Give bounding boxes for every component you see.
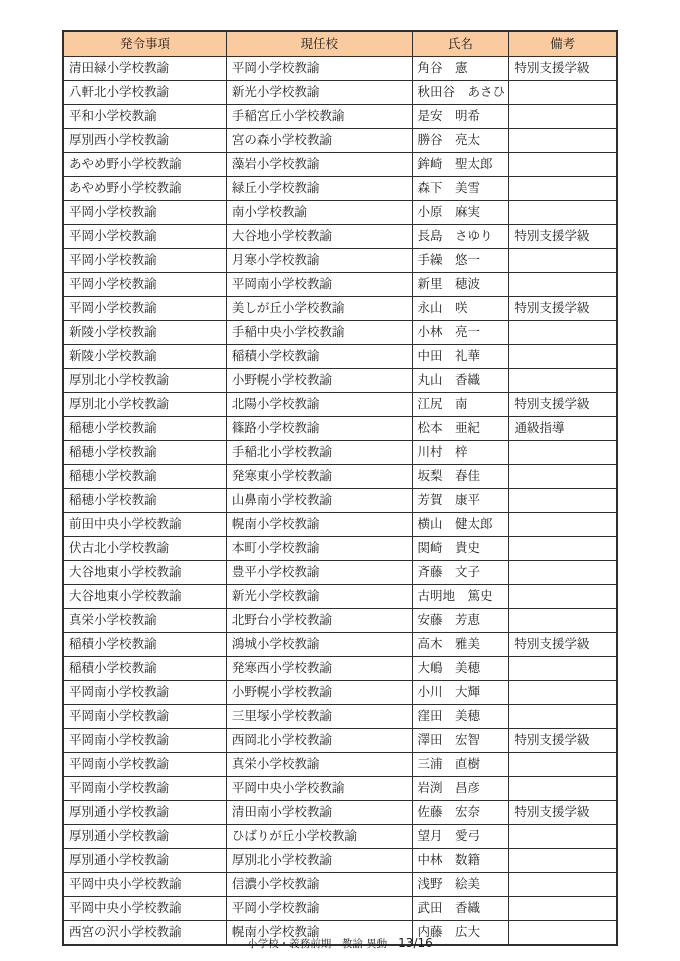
current-school-cell: 大谷地小学校教諭 (226, 225, 412, 249)
current-school-cell: 西岡北小学校教諭 (226, 729, 412, 753)
name-cell: 新里 穂波 (412, 273, 509, 297)
name-cell: 芳賀 康平 (412, 489, 509, 513)
table-row (63, 273, 617, 297)
current-school-cell: 北陽小学校教諭 (226, 393, 412, 417)
table-row (63, 609, 617, 633)
remarks-cell (509, 465, 617, 489)
name-cell: 窪田 美穂 (412, 705, 509, 729)
remarks-cell (509, 273, 617, 297)
remarks-cell (509, 201, 617, 225)
appointment-cell: 平岡南小学校教諭 (63, 753, 226, 777)
name-cell: 関崎 貴史 (412, 537, 509, 561)
remarks-cell (509, 345, 617, 369)
name-cell: 三浦 直樹 (412, 753, 509, 777)
appointment-cell: あやめ野小学校教諭 (63, 153, 226, 177)
remarks-cell (509, 81, 617, 105)
name-cell: 手繰 悠一 (412, 249, 509, 273)
appointment-cell: 八軒北小学校教諭 (63, 81, 226, 105)
name-cell: 武田 香織 (412, 897, 509, 921)
table-row (63, 201, 617, 225)
current-school-cell: 本町小学校教諭 (226, 537, 412, 561)
appointment-cell: 平和小学校教諭 (63, 105, 226, 129)
appointment-cell: 平岡小学校教諭 (63, 273, 226, 297)
appointment-cell: 稲積小学校教諭 (63, 633, 226, 657)
current-school-cell: 発寒東小学校教諭 (226, 465, 412, 489)
current-school-cell: 厚別北小学校教諭 (226, 849, 412, 873)
remarks-cell (509, 849, 617, 873)
name-cell: 古明地 篤史 (412, 585, 509, 609)
table-row (63, 417, 617, 441)
table-row (63, 633, 617, 657)
column-header: 発令事項 (63, 31, 226, 57)
name-cell: 是安 明希 (412, 105, 509, 129)
remarks-cell (509, 153, 617, 177)
name-cell: 岩渕 昌彦 (412, 777, 509, 801)
name-cell: 中田 礼華 (412, 345, 509, 369)
table-row (63, 81, 617, 105)
appointment-cell: 厚別通小学校教諭 (63, 849, 226, 873)
appointment-cell: 新陵小学校教諭 (63, 321, 226, 345)
current-school-cell: 美しが丘小学校教諭 (226, 297, 412, 321)
appointment-cell: 平岡小学校教諭 (63, 249, 226, 273)
current-school-cell: 平岡小学校教諭 (226, 57, 412, 81)
appointment-cell: 稲穂小学校教諭 (63, 489, 226, 513)
appointment-cell: 平岡中央小学校教諭 (63, 897, 226, 921)
name-cell: 望月 愛弓 (412, 825, 509, 849)
table-row (63, 681, 617, 705)
table-row (63, 249, 617, 273)
current-school-cell: 篠路小学校教諭 (226, 417, 412, 441)
remarks-cell (509, 825, 617, 849)
remarks-cell: 特別支援学級 (509, 297, 617, 321)
table-row (63, 225, 617, 249)
appointment-cell: 平岡小学校教諭 (63, 225, 226, 249)
footer-label: 小学校・義務前期 教諭 異動 (247, 938, 388, 950)
current-school-cell: 山鼻南小学校教諭 (226, 489, 412, 513)
current-school-cell: 平岡小学校教諭 (226, 897, 412, 921)
appointment-cell: 清田緑小学校教諭 (63, 57, 226, 81)
table-row (63, 369, 617, 393)
current-school-cell: 小野幌小学校教諭 (226, 369, 412, 393)
table-row (63, 513, 617, 537)
current-school-cell: 清田南小学校教諭 (226, 801, 412, 825)
current-school-cell: 鴻城小学校教諭 (226, 633, 412, 657)
remarks-cell (509, 657, 617, 681)
current-school-cell: 発寒西小学校教諭 (226, 657, 412, 681)
name-cell: 高木 雅美 (412, 633, 509, 657)
table-row (63, 153, 617, 177)
table-row (63, 657, 617, 681)
remarks-cell: 通級指導 (509, 417, 617, 441)
remarks-cell (509, 369, 617, 393)
appointment-cell: 平岡小学校教諭 (63, 201, 226, 225)
table-row (63, 489, 617, 513)
table-row (63, 441, 617, 465)
table-row (63, 729, 617, 753)
remarks-cell (509, 705, 617, 729)
appointment-cell: 稲穂小学校教諭 (63, 441, 226, 465)
appointment-cell: 厚別通小学校教諭 (63, 825, 226, 849)
table-row (63, 393, 617, 417)
current-school-cell: 月寒小学校教諭 (226, 249, 412, 273)
name-cell: 坂梨 春佳 (412, 465, 509, 489)
table-row (63, 801, 617, 825)
name-cell: 小川 大輝 (412, 681, 509, 705)
table-row (63, 321, 617, 345)
remarks-cell: 特別支援学級 (509, 225, 617, 249)
current-school-cell: 真栄小学校教諭 (226, 753, 412, 777)
appointment-cell: 平岡中央小学校教諭 (63, 873, 226, 897)
name-cell: 森下 美雪 (412, 177, 509, 201)
name-cell: 大嶋 美穂 (412, 657, 509, 681)
appointment-cell: 前田中央小学校教諭 (63, 513, 226, 537)
name-cell: 川村 梓 (412, 441, 509, 465)
name-cell: 浅野 絵美 (412, 873, 509, 897)
table-row (63, 705, 617, 729)
current-school-cell: 稲積小学校教諭 (226, 345, 412, 369)
current-school-cell: 幌南小学校教諭 (226, 513, 412, 537)
name-cell: 小林 亮一 (412, 321, 509, 345)
table-row (63, 849, 617, 873)
appointment-cell: あやめ野小学校教諭 (63, 177, 226, 201)
remarks-cell (509, 873, 617, 897)
appointment-cell: 平岡南小学校教諭 (63, 729, 226, 753)
appointment-cell: 平岡南小学校教諭 (63, 777, 226, 801)
remarks-cell (509, 609, 617, 633)
current-school-cell: 平岡南小学校教諭 (226, 273, 412, 297)
remarks-cell (509, 249, 617, 273)
name-cell: 秋田谷 あさひ (412, 81, 509, 105)
remarks-cell (509, 777, 617, 801)
transfer-table-container (62, 30, 618, 946)
name-cell: 横山 健太郎 (412, 513, 509, 537)
remarks-cell (509, 321, 617, 345)
table-row (63, 753, 617, 777)
table-row (63, 105, 617, 129)
table-row (63, 585, 617, 609)
table-row (63, 825, 617, 849)
appointment-cell: 平岡南小学校教諭 (63, 705, 226, 729)
name-cell: 角谷 憲 (412, 57, 509, 81)
current-school-cell: 新光小学校教諭 (226, 585, 412, 609)
remarks-cell: 特別支援学級 (509, 801, 617, 825)
appointment-cell: 厚別北小学校教諭 (63, 369, 226, 393)
current-school-cell: 豊平小学校教諭 (226, 561, 412, 585)
name-cell: 長島 さゆり (412, 225, 509, 249)
appointment-cell: 新陵小学校教諭 (63, 345, 226, 369)
table-row (63, 561, 617, 585)
remarks-cell (509, 441, 617, 465)
current-school-cell: 北野台小学校教諭 (226, 609, 412, 633)
remarks-cell (509, 177, 617, 201)
remarks-cell (509, 537, 617, 561)
remarks-cell: 特別支援学級 (509, 633, 617, 657)
appointment-cell: 稲積小学校教諭 (63, 657, 226, 681)
column-header: 備考 (509, 31, 617, 57)
table-row (63, 873, 617, 897)
current-school-cell: 新光小学校教諭 (226, 81, 412, 105)
name-cell: 澤田 宏智 (412, 729, 509, 753)
name-cell: 松本 亜紀 (412, 417, 509, 441)
table-row (63, 177, 617, 201)
name-cell: 佐藤 宏奈 (412, 801, 509, 825)
table-row (63, 129, 617, 153)
table-row (63, 777, 617, 801)
appointment-cell: 厚別西小学校教諭 (63, 129, 226, 153)
current-school-cell: 小野幌小学校教諭 (226, 681, 412, 705)
name-cell: 丸山 香織 (412, 369, 509, 393)
remarks-cell (509, 129, 617, 153)
column-header: 現任校 (226, 31, 412, 57)
current-school-cell: 手稲北小学校教諭 (226, 441, 412, 465)
table-row (63, 297, 617, 321)
current-school-cell: 宮の森小学校教諭 (226, 129, 412, 153)
table-row (63, 465, 617, 489)
name-cell: 江尻 南 (412, 393, 509, 417)
name-cell: 安藤 芳恵 (412, 609, 509, 633)
table-header-row (63, 31, 617, 57)
name-cell: 勝谷 亮太 (412, 129, 509, 153)
appointment-cell: 西宮の沢小学校教諭 (63, 921, 226, 946)
current-school-cell: 南小学校教諭 (226, 201, 412, 225)
table-body (63, 57, 617, 946)
table-row (63, 345, 617, 369)
current-school-cell: 手稲中央小学校教諭 (226, 321, 412, 345)
remarks-cell (509, 681, 617, 705)
current-school-cell: 手稲宮丘小学校教諭 (226, 105, 412, 129)
remarks-cell: 特別支援学級 (509, 393, 617, 417)
appointment-cell: 平岡南小学校教諭 (63, 681, 226, 705)
appointment-cell: 伏古北小学校教諭 (63, 537, 226, 561)
remarks-cell (509, 561, 617, 585)
current-school-cell: 緑丘小学校教諭 (226, 177, 412, 201)
name-cell: 中林 数籍 (412, 849, 509, 873)
remarks-cell: 特別支援学級 (509, 729, 617, 753)
appointment-cell: 真栄小学校教諭 (63, 609, 226, 633)
remarks-cell (509, 489, 617, 513)
name-cell: 鉾崎 聖太郎 (412, 153, 509, 177)
remarks-cell (509, 897, 617, 921)
appointment-cell: 大谷地東小学校教諭 (63, 561, 226, 585)
remarks-cell (509, 585, 617, 609)
transfer-table (62, 30, 618, 946)
appointment-cell: 大谷地東小学校教諭 (63, 585, 226, 609)
current-school-cell: 三里塚小学校教諭 (226, 705, 412, 729)
current-school-cell: ひばりが丘小学校教諭 (226, 825, 412, 849)
table-row (63, 57, 617, 81)
remarks-cell (509, 105, 617, 129)
appointment-cell: 稲穂小学校教諭 (63, 417, 226, 441)
appointment-cell: 厚別北小学校教諭 (63, 393, 226, 417)
current-school-cell: 信濃小学校教諭 (226, 873, 412, 897)
table-row (63, 897, 617, 921)
remarks-cell (509, 753, 617, 777)
page-number: 13/16 (398, 936, 433, 950)
table-row (63, 537, 617, 561)
page-footer (0, 932, 680, 951)
name-cell: 内藤 広大 (412, 921, 509, 946)
current-school-cell: 藻岩小学校教諭 (226, 153, 412, 177)
appointment-cell: 厚別通小学校教諭 (63, 801, 226, 825)
name-cell: 斉藤 文子 (412, 561, 509, 585)
name-cell: 永山 咲 (412, 297, 509, 321)
appointment-cell: 稲穂小学校教諭 (63, 465, 226, 489)
remarks-cell (509, 513, 617, 537)
column-header: 氏名 (412, 31, 509, 57)
current-school-cell: 幌南小学校教諭 (226, 921, 412, 946)
current-school-cell: 平岡中央小学校教諭 (226, 777, 412, 801)
name-cell: 小原 麻実 (412, 201, 509, 225)
appointment-cell: 平岡小学校教諭 (63, 297, 226, 321)
remarks-cell: 特別支援学級 (509, 57, 617, 81)
